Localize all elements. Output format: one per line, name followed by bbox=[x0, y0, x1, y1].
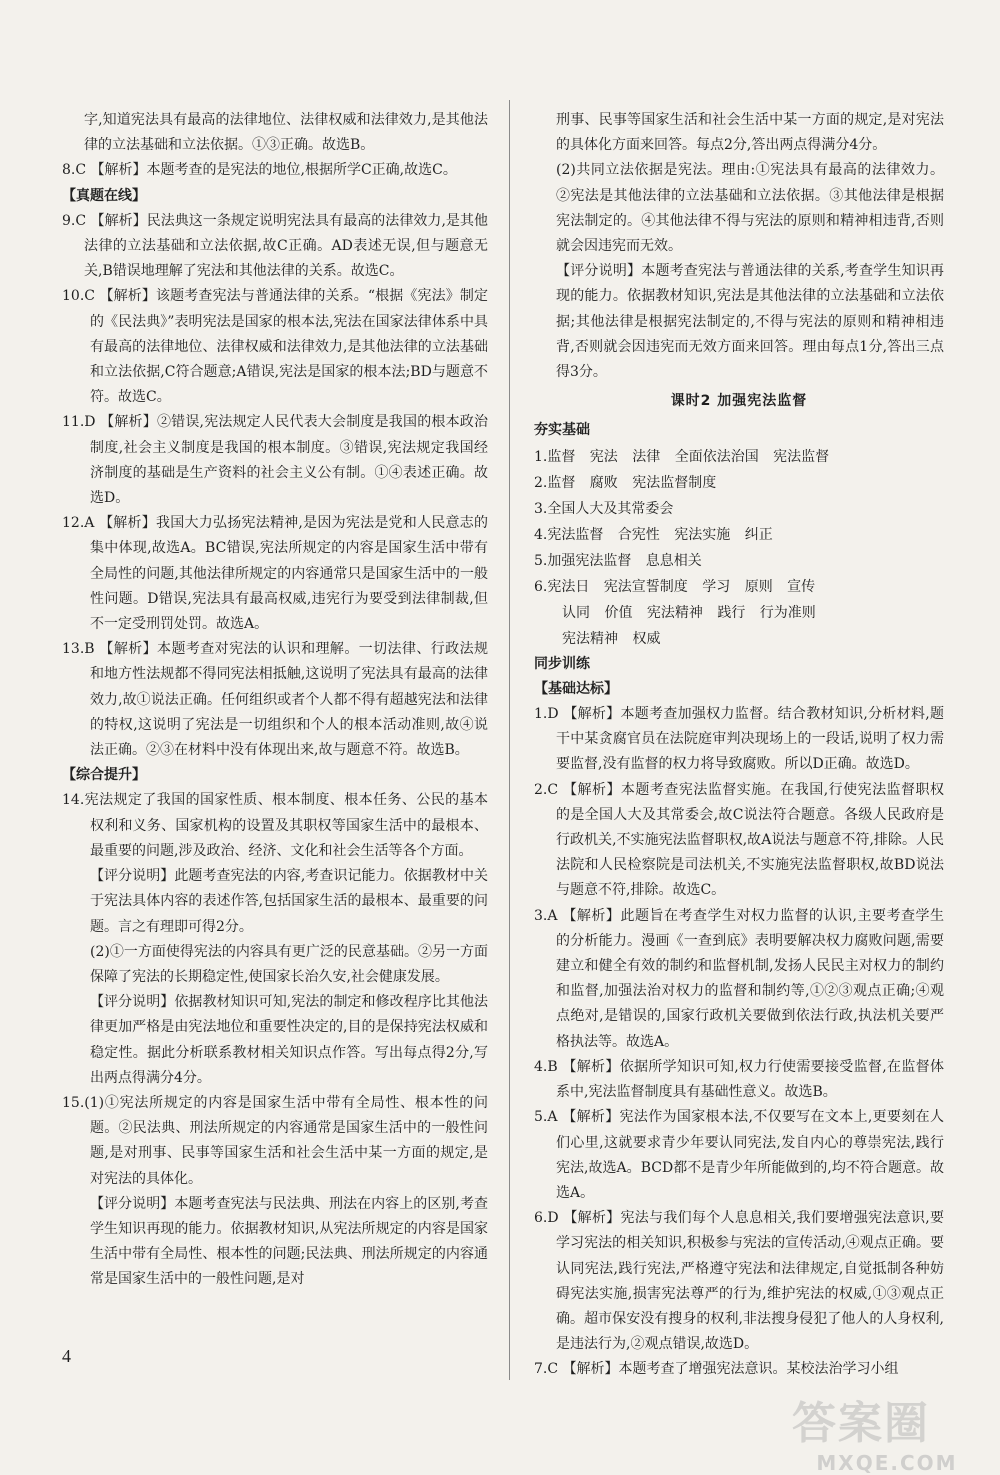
scoring-note: 【评分说明】本题考查宪法与民法典、刑法在内容上的区别,考查学生知识再现的能力。依据教材知识,从宪法所规定的内容是国家生活中带有全局性、根本性的问题;民法典、刑法所规定的内容通常是国家生活中的一般性问题,是对 bbox=[90, 1195, 488, 1288]
answer-8: 8.C 【解析】本题考查的是宪法的地位,根据所学C正确,故选C。 bbox=[62, 162, 457, 179]
section-heading: 【真题在线】 bbox=[62, 187, 146, 204]
answer-10: 10.C 【解析】该题考查宪法与普通法律的关系。“根据《宪法》制定的《民法典》”表明宪法是国家的根本法,宪法在国家法律体系中具有最高的法律地位、法律权威和法律效力,是其他法律的立法基础和立法依据,C符合题意;A错误,宪法是国家的根本法;BD与题意不符。故选C。 bbox=[62, 288, 488, 406]
keyword-line: 1.监督 宪法 法律 全面依法治国 宪法监督 bbox=[534, 448, 830, 465]
lesson-title: 课时2 加强宪法监督 bbox=[670, 393, 808, 410]
keyword-line: 5.加强宪法监督 息息相关 bbox=[534, 552, 702, 569]
keyword-line: 认同 价值 宪法精神 践行 行为准则 bbox=[562, 604, 816, 621]
answer-2: 2.C 【解析】本题考查宪法监督实施。在我国,行使宪法监督职权的是全国人大及其常委会,故C说法符合题意。各级人民政府是行政机关,不实施宪法监督职权,故A说法与题意不符,排除。人民法院和人民检察院是司法机关,不实施宪法监督职权,故BD说法与题意不符,排除。故选C。 bbox=[534, 781, 944, 899]
answer-3: 3.A 【解析】此题旨在考查学生对权力监督的认识,主要考查学生的分析能力。漫画《一查到底》表明要解决权力腐败问题,需要建立和健全有效的制约和监督机制,发扬人民民主对权力的制约和监督,加强法治对权力的监督和制约等,①②③观点正确;④观点绝对,是错误的,国家行政机关要做到依法行政,执法机关要严格执法等。故选A。 bbox=[534, 907, 944, 1050]
section-heading: 【基础达标】 bbox=[534, 680, 618, 697]
column-divider bbox=[509, 100, 510, 1380]
paragraph: 字,知道宪法具有最高的法律地位、法律权威和法律效力,是其他法律的立法基础和立法依据。①③正确。故选B。 bbox=[84, 112, 488, 154]
watermark-logo: 答案圈 bbox=[792, 1398, 930, 1449]
watermark bbox=[792, 1387, 982, 1475]
answer-12: 12.A 【解析】我国大力弘扬宪法精神,是因为宪法是党和人民意志的集中体现,故选A。BC错误,宪法所规定的内容是国家生活中带有全局性的问题,其他法律所规定的内容通常只是国家生活中的一般性问题。D错误,宪法具有最高权威,违宪行为要受到法律制裁,但不一定受刑罚处罚。故选A。 bbox=[62, 515, 488, 633]
answer-4: 4.B 【解析】依据所学知识可知,权力行使需要接受监督,在监督体系中,宪法监督制度具有基础性意义。故选B。 bbox=[534, 1058, 944, 1101]
section-heading: 同步训练 bbox=[534, 655, 590, 672]
answer-7: 7.C 【解析】本题考查了增强宪法意识。某校法治学习小组 bbox=[534, 1361, 899, 1378]
scoring-note: 【评分说明】依据教材知识可知,宪法的制定和修改程序比其他法律更加严格是由宪法地位和重要性决定的,目的是保持宪法权威和稳定性。据此分析联系教材相关知识点作答。写出每点得2分,写出两点得满分4分。 bbox=[90, 994, 488, 1086]
page-number: 4 bbox=[62, 1346, 71, 1366]
keyword-line: 3.全国人大及其常委会 bbox=[534, 500, 674, 517]
left-column bbox=[62, 108, 488, 1293]
keyword-line: 6.宪法日 宪法宣誓制度 学习 原则 宣传 bbox=[534, 578, 816, 595]
answer-1: 1.D 【解析】本题考查加强权力监督。结合教材知识,分析材料,题干中某贪腐官员在法院庭审判决现场上的一段话,说明了权力需要监督,没有监督的权力将导致腐败。所以D正确。故选D。 bbox=[534, 706, 944, 773]
answer-6: 6.D 【解析】宪法与我们每个人息息相关,我们要增强宪法意识,要学习宪法的相关知识,积极参与宪法的宣传活动,④观点正确。要认同宪法,践行宪法,严格遵守宪法和法律规定,自觉抵制各种妨碍宪法实施,损害宪法尊严的行为,维护宪法的权威,①③观点正确。超市保安没有搜身的权利,非法搜身侵犯了他人的人身权利,是违法行为,②观点错误,故选D。 bbox=[534, 1210, 944, 1353]
keyword-line: 4.宪法监督 合宪性 宪法实施 纠正 bbox=[534, 526, 773, 543]
answer-11: 11.D 【解析】②错误,宪法规定人民代表大会制度是我国的根本政治制度,社会主义制度是我国的根本制度。③错误,宪法规定我国经济制度的基础是生产资料的社会主义公有制。①④表述正确。故选D。 bbox=[62, 414, 488, 507]
answer-15: 15.(1)①宪法所规定的内容是国家生活中带有全局性、根本性的问题。②民法典、刑法所规定的内容通常是国家生活中的一般性问题,是对刑事、民事等国家生活和社会生活中某一方面的规定,是对宪法的具体化。 bbox=[62, 1094, 488, 1187]
answer-15-part2: (2)共同立法依据是宪法。理由:①宪法具有最高的法律效力。②宪法是其他法律的立法基础和立法依据。③其他法律是根据宪法制定的。④其他法律不得与宪法的原则和精神相违背,否则就会因违宪而无效。 bbox=[556, 162, 944, 255]
section-heading: 【综合提升】 bbox=[62, 767, 146, 784]
section-heading: 夯实基础 bbox=[534, 422, 590, 439]
answer-5: 5.A 【解析】宪法作为国家根本法,不仅要写在文本上,更要刻在人们心里,这就要求青少年要认同宪法,发自内心的尊崇宪法,践行宪法,故选A。BCD都不是青少年所能做到的,均不符合题意。故选A。 bbox=[534, 1109, 944, 1201]
right-column bbox=[534, 108, 944, 1383]
scoring-note: 【评分说明】本题考查宪法与普通法律的关系,考查学生知识再现的能力。依据教材知识,宪法是其他法律的立法基础和立法依据;其他法律是根据宪法制定的,不得与宪法的原则和精神相违背,否则就会因违宪而无效方面来回答。理由每点1分,答出三点得3分。 bbox=[556, 263, 944, 381]
paragraph: 刑事、民事等国家生活和社会生活中某一方面的规定,是对宪法的具体化方面来回答。每点2分,答出两点得满分4分。 bbox=[556, 112, 944, 154]
keyword-line: 2.监督 腐败 宪法监督制度 bbox=[534, 474, 717, 491]
scoring-note: 【评分说明】此题考查宪法的内容,考查识记能力。依据教材中关于宪法具体内容的表述作答,包括国家生活的最根本、最重要的问题。言之有理即可得2分。 bbox=[90, 868, 488, 935]
answer-13: 13.B 【解析】本题考查对宪法的认识和理解。一切法律、行政法规和地方性法规都不得同宪法相抵触,这说明了宪法具有最高的法律效力,故①说法正确。任何组织或者个人都不得有超越宪法和法律的特权,这说明了宪法是一切组织和个人的根本活动准则,故④说法正确。②③在材料中没有体现出来,故与题意不符。故选B。 bbox=[62, 641, 488, 759]
answer-14: 14.宪法规定了我国的国家性质、根本制度、根本任务、公民的基本权利和义务、国家机构的设置及其职权等国家生活中的最根本、最重要的问题,涉及政治、经济、文化和社会生活等各个方面。 bbox=[62, 792, 488, 859]
keyword-line: 宪法精神 权威 bbox=[562, 630, 661, 647]
watermark-url: MXQE.COM bbox=[816, 1451, 958, 1475]
answer-9: 9.C 【解析】民法典这一条规定说明宪法具有最高的法律效力,是其他法律的立法基础和立法依据,故C正确。AD表述无误,但与题意无关,B错误地理解了宪法和其他法律的关系。故选C。 bbox=[62, 212, 488, 280]
answer-14-part2: (2)①一方面使得宪法的内容具有更广泛的民意基础。②另一方面保障了宪法的长期稳定性,使国家长治久安,社会健康发展。 bbox=[90, 943, 488, 985]
